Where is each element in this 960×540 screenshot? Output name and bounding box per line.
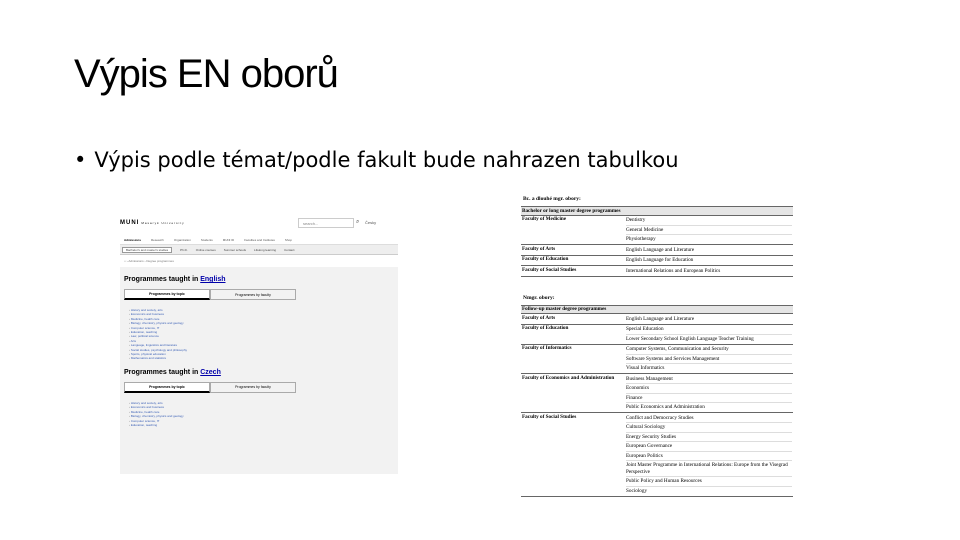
- heading-english: Programmes taught in English: [124, 276, 226, 283]
- programme-name: Joint Master Programme in International Relations: Europe from the Visegrad Perspective: [626, 461, 792, 477]
- table-row: [521, 344, 793, 374]
- search-icon[interactable]: ⌕: [356, 219, 360, 225]
- nav-item[interactable]: Students: [200, 238, 213, 242]
- topic-link[interactable]: › Medicine, health care: [129, 410, 394, 414]
- table-header: Bachelor or long master degree programmes: [521, 207, 793, 216]
- programme-name: Sociology: [626, 487, 648, 494]
- programme-name: Lower Secondary School English Language Teacher Training: [626, 335, 754, 342]
- nav-item[interactable]: Admissions: [124, 238, 142, 242]
- topic-link[interactable]: › Computer science, IT: [129, 419, 394, 423]
- programme-name: Public Policy and Human Resources: [626, 477, 792, 487]
- programme-name: Visual Informatics: [626, 365, 665, 371]
- bachelor-heading: Bc. a dlouhé mgr. obory:: [523, 196, 581, 202]
- programmes-table-screenshot: [521, 190, 793, 510]
- master-table: [521, 305, 793, 497]
- table-row: [521, 374, 793, 413]
- programmes-cell: [625, 245, 793, 256]
- topic-link[interactable]: › Arts: [129, 339, 394, 343]
- tab-by-topic[interactable]: Programmes by topic: [124, 289, 210, 300]
- bullet-dot: •: [74, 148, 87, 172]
- faculty-cell: Faculty of Social Studies: [521, 413, 625, 497]
- nav-item[interactable]: Shop: [284, 238, 292, 242]
- subnav-item[interactable]: Lifelong learning: [254, 247, 277, 252]
- topic-link[interactable]: › Economics and business: [129, 405, 394, 409]
- slide-title: Výpis EN oborů: [74, 52, 338, 96]
- tab-by-faculty[interactable]: Programmes by faculty: [210, 382, 296, 393]
- programme-name: European Politics: [626, 452, 792, 462]
- search-input[interactable]: search...: [298, 218, 354, 228]
- programme-name: Conflict and Democracy Studies: [626, 414, 792, 424]
- programme-name: Public Economics and Administration: [626, 404, 705, 410]
- programme-name: Energy Security Studies: [626, 433, 792, 443]
- table-header: Follow-up master degree programmes: [521, 305, 793, 314]
- topic-link[interactable]: › Law, political science: [129, 334, 394, 338]
- programme-name: Economics: [626, 384, 792, 394]
- topic-link[interactable]: › Sports, physical education: [129, 352, 394, 356]
- bachelor-table: [521, 206, 793, 277]
- tabs-czech: [124, 382, 394, 393]
- topic-link[interactable]: › Education, teaching: [129, 330, 394, 334]
- muni-logo[interactable]: MUNI Masaryk University: [120, 220, 185, 226]
- programmes-cell: [625, 266, 793, 277]
- programme-name: Dentistry: [626, 216, 792, 226]
- breadcrumb: ⌂ › Admissions › Degree programmes: [124, 259, 174, 263]
- faculty-cell: Faculty of Economics and Administration: [521, 374, 625, 413]
- programme-name: European Governance: [626, 442, 792, 452]
- programme-name: Business Management: [626, 375, 792, 385]
- programme-name: Finance: [626, 394, 792, 404]
- topic-link[interactable]: › Social studies, psychology and philosophy: [129, 348, 394, 352]
- subnav-item[interactable]: Summer schools: [223, 247, 247, 252]
- topic-list-english: [129, 308, 394, 361]
- programmes-cell: [625, 374, 793, 413]
- topic-link[interactable]: › Computer science, IT: [129, 326, 394, 330]
- topic-link[interactable]: › Medicine, health care: [129, 317, 394, 321]
- subnav-item[interactable]: Ph.D.: [180, 247, 188, 252]
- programme-name: English Language and Literature: [626, 246, 695, 253]
- faculty-cell: Faculty of Education: [521, 324, 625, 344]
- programme-name: English Language and Literature: [626, 315, 695, 322]
- nav-item[interactable]: MUNI ID: [222, 238, 235, 242]
- programmes-cell: [625, 324, 793, 344]
- programme-name: English Language for Education: [626, 257, 694, 263]
- tab-by-faculty[interactable]: Programmes by faculty: [210, 289, 296, 300]
- topic-link[interactable]: › Biology, chemistry, physics and geology: [129, 321, 394, 325]
- faculty-cell: Faculty of Arts: [521, 245, 625, 256]
- programme-name: Computer Systems, Communication and Security: [626, 345, 792, 355]
- topic-link[interactable]: › History and society, arts: [129, 308, 394, 312]
- topic-link[interactable]: › History and society, arts: [129, 401, 394, 405]
- programmes-cell: [625, 215, 793, 245]
- language-switch[interactable]: Česky: [365, 220, 377, 225]
- table-row: [521, 314, 793, 325]
- heading-czech: Programmes taught in Czech: [124, 368, 221, 376]
- topic-link[interactable]: › Economics and business: [129, 312, 394, 316]
- table-row: [521, 215, 793, 245]
- tab-by-topic[interactable]: Programmes by topic: [124, 382, 210, 393]
- tabs-english: [124, 289, 394, 300]
- nav-item[interactable]: Research: [151, 238, 164, 242]
- table-row: [521, 324, 793, 344]
- table-row: [521, 245, 793, 256]
- faculty-cell: Faculty of Education: [521, 255, 625, 266]
- programmes-panel: [120, 267, 398, 474]
- programme-name: Special Education: [626, 325, 792, 335]
- programmes-cell: [625, 255, 793, 266]
- topic-link[interactable]: › Biology, chemistry, physics and geology: [129, 414, 394, 418]
- nav-item[interactable]: Organization: [173, 238, 191, 242]
- topic-link[interactable]: › Education, teaching: [129, 423, 394, 427]
- subnav-item[interactable]: Contact: [284, 247, 295, 252]
- muni-website-screenshot: [120, 212, 398, 474]
- faculty-cell: Faculty of Informatics: [521, 344, 625, 374]
- programme-name: General Medicine: [626, 226, 792, 236]
- topic-link[interactable]: › Language, linguistics and literature: [129, 343, 394, 347]
- programmes-cell: [625, 413, 793, 497]
- subnav-item[interactable]: Online courses: [195, 247, 216, 252]
- nav-item[interactable]: Faculties and Institutes: [244, 238, 275, 242]
- programme-name: Physiotherapy: [626, 236, 656, 242]
- main-nav: [120, 236, 398, 245]
- table-row: [521, 413, 793, 497]
- muni-header: [120, 212, 398, 236]
- programme-name: Software Systems and Services Management: [626, 355, 792, 365]
- programmes-cell: [625, 314, 793, 325]
- topic-list-czech: [129, 401, 394, 427]
- bullet-text: Výpis podle témat/podle fakult bude nahrazen tabulkou: [94, 148, 679, 172]
- topic-link[interactable]: › Mathematics and statistics: [129, 356, 394, 360]
- subnav-item[interactable]: Bachelor's and master's studies: [122, 247, 172, 253]
- programme-name: International Relations and European Politics: [626, 267, 721, 274]
- master-heading: Nmgr. obory:: [523, 294, 555, 301]
- faculty-cell: Faculty of Medicine: [521, 215, 625, 245]
- slide-bullet: [74, 148, 679, 172]
- sub-nav: [120, 245, 398, 255]
- programme-name: Cultural Sociology: [626, 423, 792, 433]
- faculty-cell: Faculty of Social Studies: [521, 266, 625, 277]
- faculty-cell: Faculty of Arts: [521, 314, 625, 325]
- table-row: [521, 255, 793, 266]
- table-row: [521, 266, 793, 277]
- programmes-cell: [625, 344, 793, 374]
